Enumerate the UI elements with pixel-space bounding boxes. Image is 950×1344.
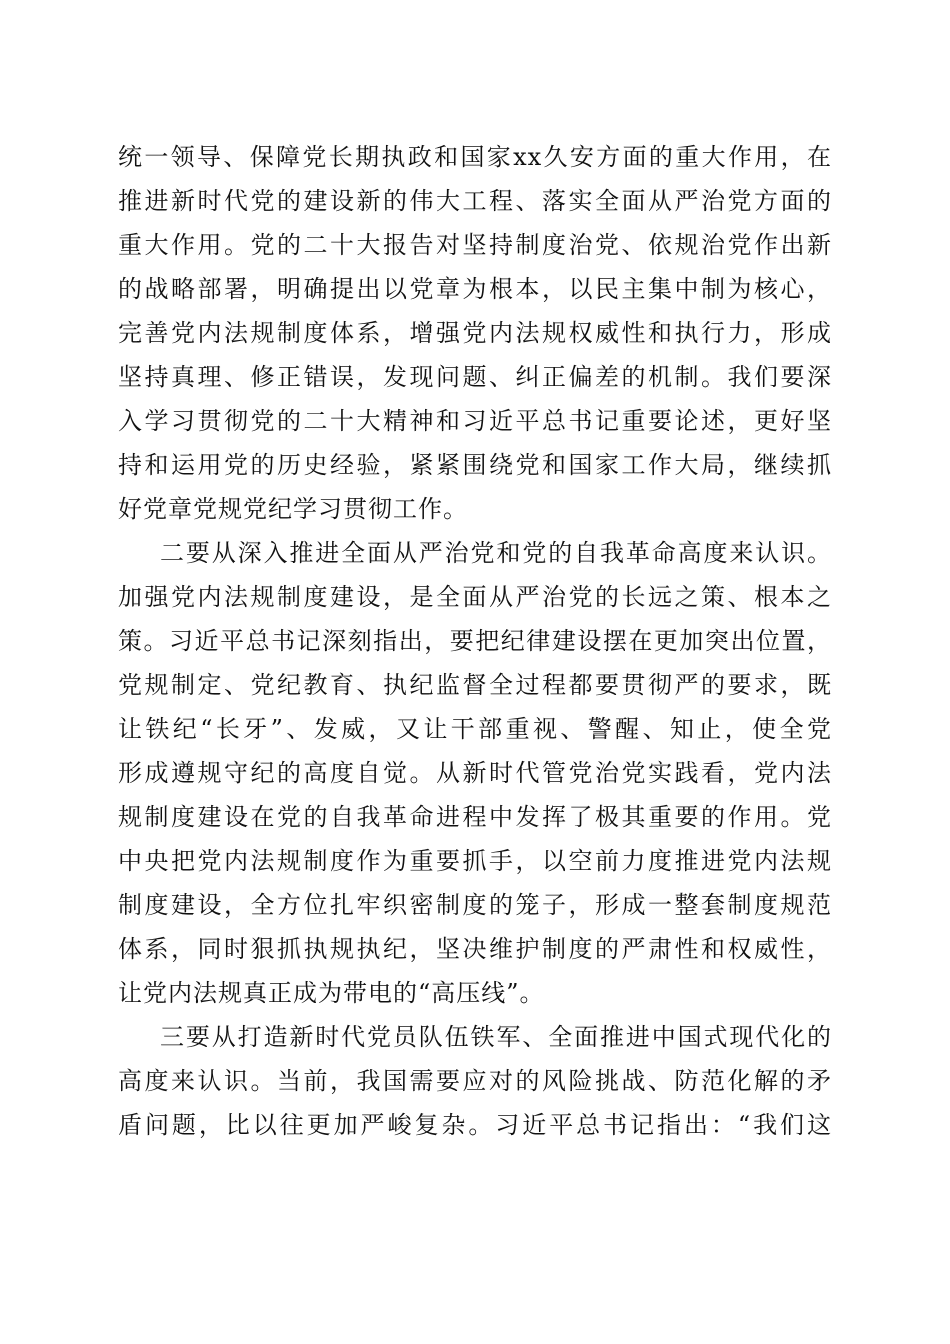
text-line: 统一领导、保障党长期执政和国家xx久安方面的重大作用，在 <box>118 143 832 171</box>
text-line: 让党内法规真正成为带电的“高压线”。 <box>118 979 545 1007</box>
text-line: 坚持真理、修正错误，发现问题、纠正偏差的机制。我们要深 <box>118 363 832 391</box>
text-line: 完善党内法规制度体系，增强党内法规权威性和执行力，形成 <box>118 319 832 347</box>
text-line: 中央把党内法规制度作为重要抓手，以空前力度推进党内法规 <box>118 847 832 875</box>
text-line: 盾问题，比以往更加严峻复杂。习近平总书记指出：“我们这 <box>118 1111 832 1139</box>
text-line: 策。习近平总书记深刻指出，要把纪律建设摆在更加突出位置， <box>118 627 832 655</box>
text-line: 推进新时代党的建设新的伟大工程、落实全面从严治党方面的 <box>118 187 832 215</box>
text-line: 党规制定、党纪教育、执纪监督全过程都要贯彻严的要求，既 <box>118 671 832 699</box>
text-line: 好党章党规党纪学习贯彻工作。 <box>118 495 468 523</box>
text-line: 重大作用。党的二十大报告对坚持制度治党、依规治党作出新 <box>118 231 832 259</box>
text-line: 的战略部署，明确提出以党章为根本，以民主集中制为核心， <box>118 275 832 303</box>
text-line: 持和运用党的历史经验，紧紧围绕党和国家工作大局，继续抓 <box>118 451 832 479</box>
text-line: 规制度建设在党的自我革命进程中发挥了极其重要的作用。党 <box>118 803 832 831</box>
text-line: 加强党内法规制度建设，是全面从严治党的长远之策、根本之 <box>118 583 832 611</box>
paragraph-start-line: 二要从深入推进全面从严治党和党的自我革命高度来认识。 <box>160 539 832 567</box>
paragraph-start-line: 三要从打造新时代党员队伍铁军、全面推进中国式现代化的 <box>160 1023 832 1051</box>
text-line: 体系，同时狠抓执规执纪，坚决维护制度的严肃性和权威性， <box>118 935 832 963</box>
text-line: 高度来认识。当前，我国需要应对的风险挑战、防范化解的矛 <box>118 1067 832 1095</box>
document-body <box>118 135 832 1147</box>
text-line: 让铁纪“长牙”、发威，又让干部重视、警醒、知止，使全党 <box>118 715 832 743</box>
text-line: 入学习贯彻党的二十大精神和习近平总书记重要论述，更好坚 <box>118 407 832 435</box>
text-line: 制度建设，全方位扎牢织密制度的笼子，形成一整套制度规范 <box>118 891 832 919</box>
text-line: 形成遵规守纪的高度自觉。从新时代管党治党实践看，党内法 <box>118 759 832 787</box>
